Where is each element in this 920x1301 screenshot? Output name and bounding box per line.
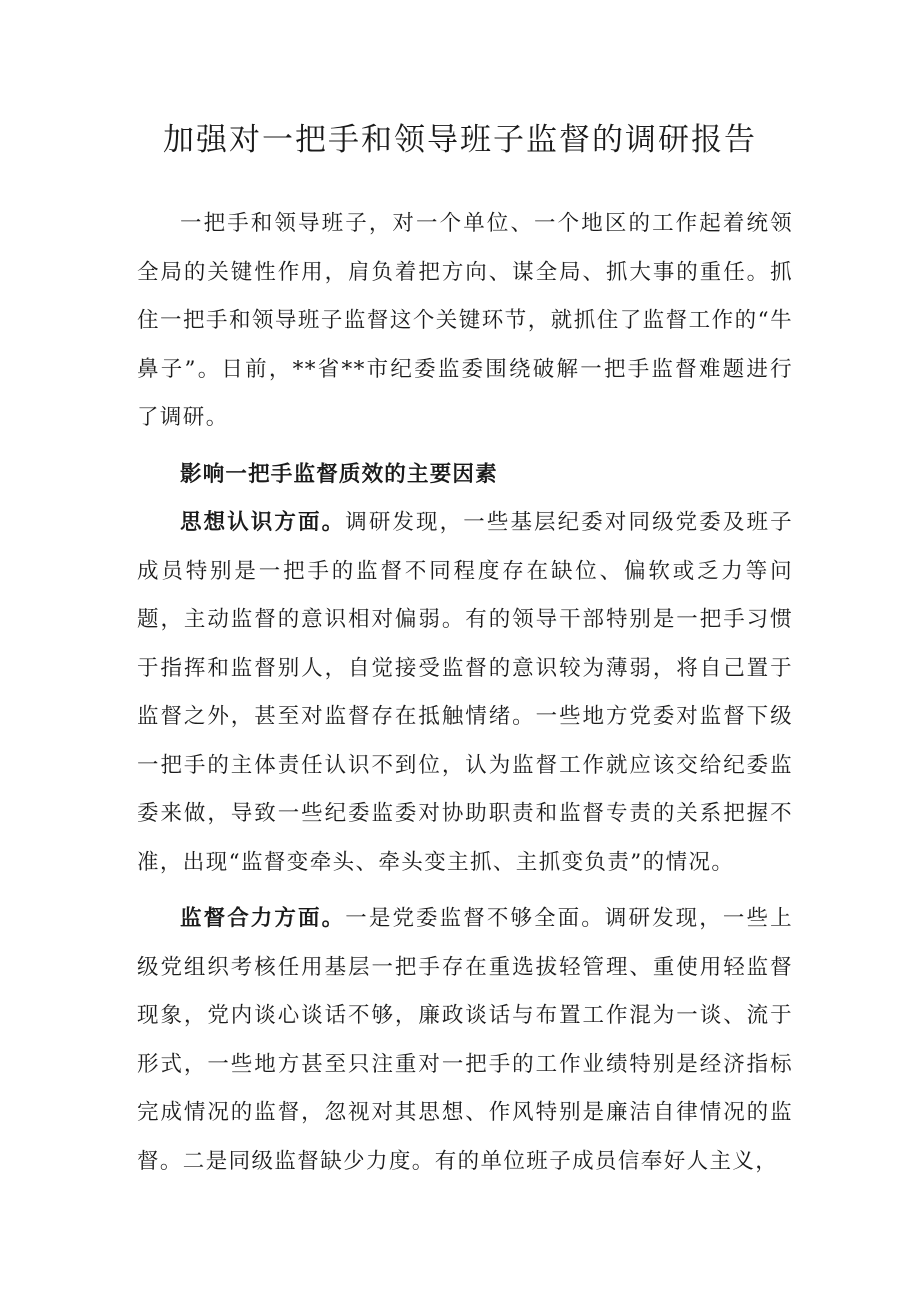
paragraph-lead: 监督合力方面。 [180,906,346,931]
intro-paragraph: 一把手和领导班子，对一个单位、一个地区的工作起着统领全局的关键性作用，肩负着把方向、谋全局、抓大事的重任。抓住一把手和领导班子监督这个关键环节，就抓住了监督工作的“牛鼻子”。日前，**省**市纪委监委围绕破解一把手监督难题进行了调研。 [137,211,793,430]
paragraph-lead: 思想认识方面。 [180,510,346,535]
paragraph-text: 一是党委监督不够全面。调研发现，一些上级党组织考核任用基层一把手存在重选拔轻管理、重使用轻监督现象，党内谈心谈话不够，廉政谈话与布置工作混为一谈、流于形式，一些地方甚至只注重对一把手的工作业绩特别是经济指标完成情况的监督，忽视对其思想、作风特别是廉洁自律情况的监督。二是同级监督缺少力度。有的单位班子成员信奉好人主义， [137,906,793,1174]
section-heading: 影响一把手监督质效的主要因素 [180,461,498,487]
body-paragraph-synergy [137,895,793,1186]
body-paragraph-thought [137,499,793,887]
paragraph-text: 调研发现，一些基层纪委对同级党委及班子成员特别是一把手的监督不同程度存在缺位、偏软或乏力等问题，主动监督的意识相对偏弱。有的领导干部特别是一把手习惯于指挥和监督别人，自觉接受监督的意识较为薄弱，将自己置于监督之外，甚至对监督存在抵触情绪。一些地方党委对监督下级一把手的主体责任认识不到位，认为监督工作就应该交给纪委监委来做，导致一些纪委监委对协助职责和监督专责的关系把握不准，出现“监督变牵头、牵头变主抓、主抓变负责”的情况。 [137,510,793,875]
document-body [137,200,793,1186]
document-title: 加强对一把手和领导班子监督的调研报告 [163,122,757,158]
